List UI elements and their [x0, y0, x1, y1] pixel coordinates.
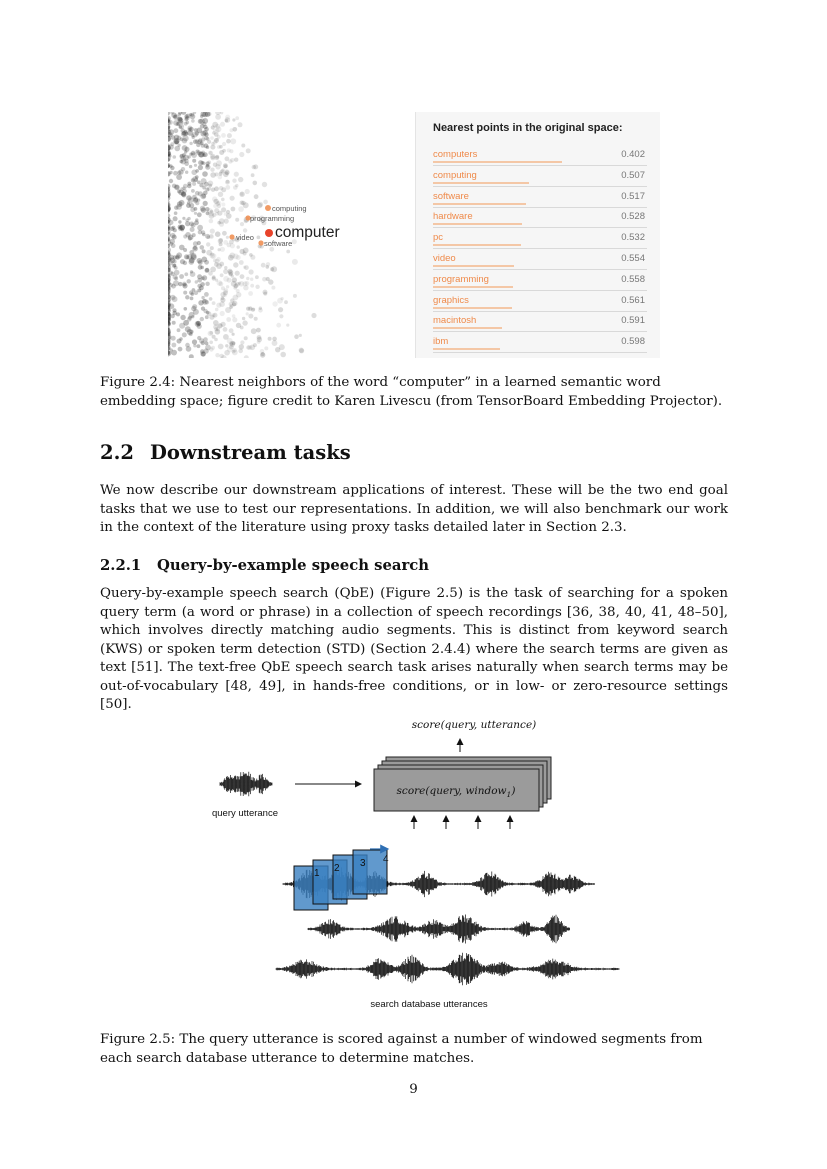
neighbor-word: hardware: [433, 211, 473, 223]
section-number: 2.2: [100, 441, 134, 464]
section-heading-2-2: [100, 441, 351, 464]
nearest-point-row[interactable]: [433, 249, 647, 270]
neighbor-distance: 0.402: [621, 149, 645, 160]
score-utterance-label: score(query, utterance): [411, 719, 537, 731]
distance-bar: [433, 223, 522, 225]
section-title: Downstream tasks: [150, 441, 351, 464]
nearest-point-row[interactable]: [433, 332, 647, 353]
neighbor-word: graphics: [433, 294, 469, 306]
neighbor-distance: 0.554: [621, 253, 645, 264]
window-number-2: 2: [334, 863, 340, 874]
nearest-points-panel: [415, 112, 660, 358]
database-utterances-label: search database utterances: [370, 999, 488, 1010]
qbe-diagram: [200, 712, 630, 1017]
window-number-1: 1: [314, 868, 320, 879]
window-score-arrows: [414, 816, 510, 829]
neighbor-word: software: [433, 190, 469, 202]
neighbor-distance: 0.561: [621, 294, 645, 306]
nearest-point-row[interactable]: [433, 145, 647, 166]
neighbor-word: programming: [433, 273, 489, 285]
distance-bar: [433, 244, 521, 246]
neighbor-word: macintosh: [433, 315, 477, 327]
section-2-2-1-paragraph: Query-by-example speech search (QbE) (Figure 2.5) is the task of searching for a spoken query term (a word or phrase) in a collection of speech recordings [36, 38, 40, 41, 48–50], which involves directly matching audio segments. This is distinct from keyword search (KWS) or spoken term detection (STD) (Section 2.4.4) where the search terms are given as text [51]. The text-free QbE speech search task arises naturally when search terms may be out-of-vocabulary [48, 49], in hands-free conditions, or in low- or zero-resource settings [50].: [100, 586, 728, 712]
nearest-points-title: Nearest points in the original space:: [433, 122, 623, 134]
neighbor-word: computers: [433, 149, 478, 160]
neighbor-distance: 0.507: [621, 169, 645, 181]
label-software: software: [264, 239, 293, 248]
score-box-stack: [374, 757, 551, 811]
distance-bar: [433, 203, 526, 205]
nearest-point-row[interactable]: [433, 291, 647, 312]
neighbor-word: computing: [433, 169, 477, 181]
distance-bar: [433, 286, 513, 288]
neighbor-distance: 0.598: [621, 336, 645, 348]
neighbor-distance: 0.517: [621, 190, 645, 202]
neighbor-distance: 0.532: [621, 232, 645, 244]
figure-2-5-caption: Figure 2.5: The query utterance is scored against a number of windowed segments from each search database utterance to determine matches.: [100, 1032, 703, 1066]
neighbor-word: video: [433, 253, 456, 264]
neighbor-distance: 0.558: [621, 273, 645, 285]
window-number-4: 4: [383, 854, 389, 865]
distance-bar: [433, 307, 512, 309]
nearest-point-row[interactable]: [433, 166, 647, 187]
subsection-number: 2.2.1: [100, 557, 142, 574]
label-video: video: [236, 233, 254, 242]
label-computing: computing: [272, 204, 307, 213]
page-number: 9: [409, 1082, 418, 1097]
embedding-scatter-plot: [168, 112, 358, 358]
distance-bar: [433, 161, 562, 163]
distance-bar: [433, 265, 514, 267]
label-computer: computer: [275, 224, 340, 241]
window-number-3: 3: [360, 858, 366, 869]
nearest-point-row[interactable]: [433, 207, 647, 228]
neighbor-word: pc: [433, 232, 444, 244]
neighbor-distance: 0.528: [621, 211, 645, 223]
label-programming: programming: [250, 214, 295, 223]
section-2-2-paragraph: We now describe our downstream applications of interest. These will be the two end goal tasks that we use to test our representations. In addition, we will also benchmark our work in the context of the literature using proxy tasks detailed later in Section 2.3.: [100, 483, 728, 535]
nearest-point-row[interactable]: [433, 187, 647, 208]
figure-2-4-caption: Figure 2.4: Nearest neighbors of the word “computer” in a learned semantic word embedding space; figure credit to Karen Livescu (from TensorBoard Embedding Projector).: [100, 375, 723, 409]
distance-bar: [433, 182, 529, 184]
database-waveform-3: [276, 953, 619, 986]
score-window-label: score(query, window$_1$): [396, 785, 516, 799]
section-heading-2-2-1: [100, 557, 429, 574]
nearest-point-row[interactable]: [433, 311, 647, 332]
neighbor-distance: 0.591: [621, 315, 645, 327]
query-waveform: [220, 772, 272, 797]
nearest-point-row[interactable]: [433, 270, 647, 291]
sliding-windows: [294, 850, 387, 910]
query-utterance-label: query utterance: [211, 808, 279, 819]
subsection-title: Query-by-example speech search: [157, 557, 430, 574]
distance-bar: [433, 348, 500, 350]
distance-bar: [433, 327, 502, 329]
database-waveform-2: [308, 915, 570, 944]
neighbor-word: ibm: [433, 336, 449, 348]
nearest-point-row[interactable]: [433, 228, 647, 249]
